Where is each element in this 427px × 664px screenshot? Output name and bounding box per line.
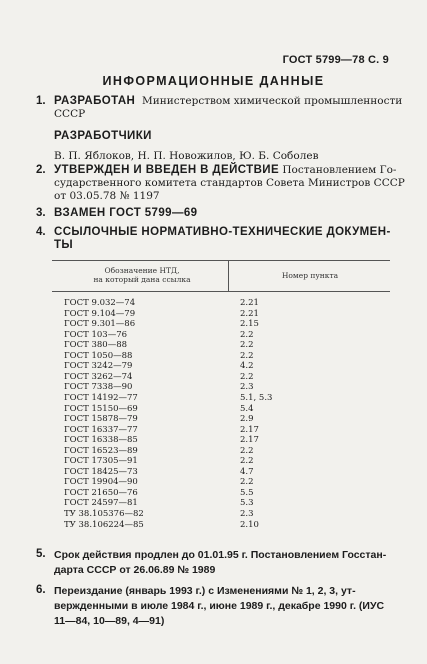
table-cell-document: ГОСТ 3262—74 [64, 371, 133, 382]
table-cell-point: 2.10 [240, 519, 259, 530]
table-cell-point: 2.2 [240, 329, 254, 340]
developers-heading: РАЗРАБОТЧИКИ [54, 130, 152, 142]
table-cell-point: 2.2 [240, 445, 254, 456]
table-cell-document: ТУ 38.105376—82 [64, 509, 144, 519]
table-cell-point: 2.17 [240, 435, 259, 446]
table-row [64, 414, 364, 424]
table-cell-document: ГОСТ 9.301—86 [64, 319, 136, 330]
table-cell-document: ГОСТ 16523—89 [64, 445, 138, 456]
table-row [64, 509, 364, 519]
table-cell-document: ГОСТ 14192—77 [64, 392, 138, 403]
section-4 [36, 226, 405, 252]
table-row [64, 361, 364, 371]
table-cell-point: 5.4 [240, 403, 254, 414]
section-2-heading: УТВЕРЖДЕН И ВВЕДЕН В ДЕЙСТВИЕ [54, 164, 280, 176]
section-3-number: 3. [36, 207, 46, 219]
table-row [64, 477, 364, 487]
table-cell-document: ГОСТ 380—88 [64, 340, 128, 351]
table-cell-document: ГОСТ 103—76 [64, 329, 128, 340]
table-cell-document: ГОСТ 16338—85 [64, 435, 138, 446]
page-header-reference: ГОСТ 5799—78 С. 9 [282, 54, 389, 66]
table-cell-point: 5.3 [240, 498, 254, 509]
table-cell-point: 2.21 [240, 308, 259, 319]
table-cell-point: 2.3 [240, 509, 254, 519]
section-6-line2: вержденными в июле 1984 г., июне 1989 г., декабре 1990 г. (ИУС [54, 600, 385, 612]
table-header-point: Номер пункта [281, 271, 339, 280]
section-1 [36, 95, 405, 163]
table-row [64, 446, 364, 456]
table-row [64, 319, 364, 329]
section-5-line1: Срок действия продлен до 01.01.95 г. Постановлением Госстан- [54, 549, 387, 561]
section-6 [36, 584, 405, 629]
table-row [64, 330, 364, 340]
section-4-number: 4. [36, 226, 46, 238]
section-2 [36, 164, 405, 203]
section-1-line2: СССР [54, 108, 86, 120]
table-row [64, 425, 364, 435]
table-cell-document: ГОСТ 7338—90 [64, 382, 133, 393]
section-5 [36, 548, 405, 578]
table-cell-point: 2.15 [240, 319, 259, 330]
table-cell-document: ГОСТ 19904—90 [64, 477, 138, 488]
page-title: ИНФОРМАЦИОННЫЕ ДАННЫЕ [102, 74, 325, 88]
table-cell-document: ГОСТ 17305—91 [64, 456, 138, 467]
table-cell-point: 2.2 [240, 350, 254, 361]
section-2-line1: Постановлением Го- [282, 164, 397, 176]
table-row [64, 309, 364, 319]
table-cell-document: ГОСТ 18425—73 [64, 466, 138, 477]
table-row [64, 340, 364, 350]
section-2-line2: сударственного комитета стандартов Совета Министров СССР [54, 177, 405, 189]
table-cell-point: 2.17 [240, 424, 259, 435]
developers-names: В. П. Яблоков, Н. П. Новожилов, Ю. Б. Соболев [54, 150, 319, 162]
table-header-document-line1: Обозначение НТД, [104, 266, 180, 275]
table-cell-point: 2.2 [240, 477, 254, 488]
table-cell-document: ГОСТ 1050—88 [64, 350, 133, 361]
table-row [64, 372, 364, 382]
section-1-heading: РАЗРАБОТАН [54, 95, 136, 107]
table-column-separator [228, 260, 229, 291]
section-6-number: 6. [36, 584, 46, 596]
table-header-document-line2: на который дана ссылка [93, 275, 191, 284]
section-1-number: 1. [36, 95, 46, 107]
section-2-number: 2. [36, 164, 46, 176]
section-5-number: 5. [36, 548, 46, 560]
section-6-line3: 11—84, 10—89, 4—91) [54, 615, 165, 627]
table-cell-document: ГОСТ 15150—69 [64, 403, 138, 414]
table-cell-document: ГОСТ 21650—76 [64, 487, 138, 498]
table-cell-point: 4.7 [240, 466, 254, 477]
section-5-line2: дарта СССР от 26.06.89 № 1989 [54, 564, 216, 576]
table-cell-point: 5.5 [240, 487, 254, 498]
table-row [64, 393, 364, 403]
table-cell-document: ГОСТ 9.104—79 [64, 308, 136, 319]
table-cell-document: ГОСТ 9.032—74 [64, 298, 136, 308]
table-row [64, 404, 364, 414]
table-cell-point: 2.2 [240, 371, 254, 382]
table-cell-point: 2.9 [240, 414, 254, 425]
table-top-rule [52, 260, 390, 261]
section-3 [36, 207, 405, 220]
table-row [64, 435, 364, 445]
table-row [64, 456, 364, 466]
table-row [64, 351, 364, 361]
table-cell-point: 4.2 [240, 361, 254, 372]
table-cell-document: ГОСТ 16337—77 [64, 424, 138, 435]
table-cell-point: 2.21 [240, 298, 259, 308]
table-row [64, 498, 364, 508]
table-header-document [60, 266, 224, 284]
table-cell-point: 2.2 [240, 340, 254, 351]
table-cell-point: 5.1, 5.3 [240, 392, 273, 403]
table-row [64, 467, 364, 477]
table-row [64, 298, 364, 308]
section-6-line1: Переиздание (январь 1993 г.) с Изменениями № 1, 2, 3, ут- [54, 585, 356, 597]
table-header-rule [52, 291, 390, 292]
section-2-line3: от 03.05.78 № 1197 [54, 190, 160, 202]
table-cell-point: 2.2 [240, 456, 254, 467]
section-4-heading-line2: ТЫ [54, 239, 74, 251]
table-cell-document: ГОСТ 15878—79 [64, 414, 138, 425]
table-row [64, 520, 364, 530]
table-cell-document: ТУ 38.106224—85 [64, 519, 144, 530]
section-3-heading: ВЗАМЕН ГОСТ 5799—69 [54, 207, 198, 219]
table-row [64, 488, 364, 498]
table-cell-point: 2.3 [240, 382, 254, 393]
table-cell-document: ГОСТ 3242—79 [64, 361, 133, 372]
table-cell-document: ГОСТ 24597—81 [64, 498, 138, 509]
section-1-line1: Министерством химической промышленности [141, 95, 403, 107]
table-row [64, 382, 364, 392]
section-4-heading-line1: ССЫЛОЧНЫЕ НОРМАТИВНО-ТЕХНИЧЕСКИЕ ДОКУМЕН- [54, 226, 391, 238]
